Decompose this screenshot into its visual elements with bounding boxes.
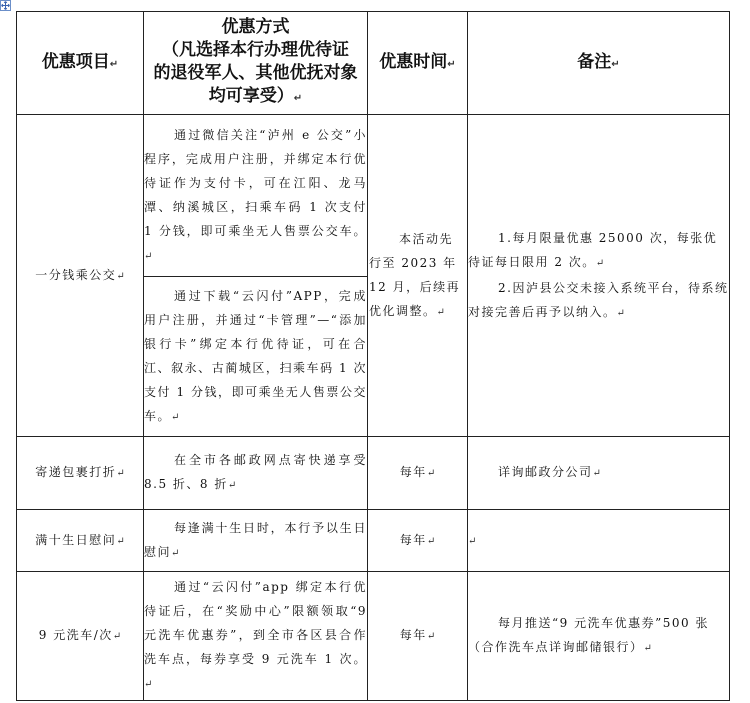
table-move-handle-icon[interactable] bbox=[0, 0, 11, 11]
header-item: 优惠项目↵ bbox=[17, 12, 144, 115]
note-cell: 详询邮政分公司↵ bbox=[468, 437, 730, 510]
table-row bbox=[17, 572, 730, 701]
table-row bbox=[17, 510, 730, 572]
note-cell: 每月推送“9 元洗车优惠券”500 张（合作洗车点详询邮储银行）↵ bbox=[468, 572, 730, 701]
header-time: 优惠时间↵ bbox=[368, 12, 468, 115]
method-cell: 通过“云闪付”app 绑定本行优待证后，在“奖励中心”限额领取“9 元洗车优惠券”，到全市各区县合作洗车点，每券享受 9 元洗车 1 次。↵ bbox=[144, 572, 368, 701]
table-row bbox=[17, 437, 730, 510]
item-cell: 一分钱乘公交↵ bbox=[17, 115, 144, 437]
note-cell: 1.每月限量优惠 25000 次，每张优待证每日限用 2 次。↵ 2.因泸县公交未接入系统平台，待系统对接完善后再予以纳入。↵ bbox=[468, 115, 730, 437]
method-cell: 每逢满十生日时，本行予以生日慰问↵ bbox=[144, 510, 368, 572]
item-cell: 寄递包裹打折↵ bbox=[17, 437, 144, 510]
table-row bbox=[17, 115, 730, 277]
method-cell: 在全市各邮政网点寄快递享受 8.5 折、8 折↵ bbox=[144, 437, 368, 510]
time-cell: 每年↵ bbox=[368, 510, 468, 572]
method-cell: 通过下载“云闪付”APP，完成用户注册，并通过“卡管理”—“添加银行卡”绑定本行优待证，可在合江、叙永、古蔺城区，扫乘车码 1 次支付 1 分钱，即可乘坐无人售票公交车。↵ bbox=[144, 277, 368, 437]
method-cell: 通过微信关注“泸州 e 公交”小程序，完成用户注册，并绑定本行优待证作为支付卡，可在江阳、龙马潭、纳溪城区，扫乘车码 1 次支付 1 分钱，即可乘坐无人售票公交车。↵ bbox=[144, 115, 368, 277]
preferential-table bbox=[16, 11, 730, 701]
item-cell: 满十生日慰问↵ bbox=[17, 510, 144, 572]
note-cell: ↵ bbox=[468, 510, 730, 572]
time-cell: 本活动先行至 2023 年 12 月，后续再优化调整。↵ bbox=[368, 115, 468, 437]
header-note: 备注↵ bbox=[468, 12, 730, 115]
time-cell: 每年↵ bbox=[368, 572, 468, 701]
header-row bbox=[17, 12, 730, 115]
item-cell: 9 元洗车/次↵ bbox=[17, 572, 144, 701]
header-method: 优惠方式 （凡选择本行办理优待证 的退役军人、其他优抚对象 均可享受）↵ bbox=[144, 12, 368, 115]
time-cell: 每年↵ bbox=[368, 437, 468, 510]
